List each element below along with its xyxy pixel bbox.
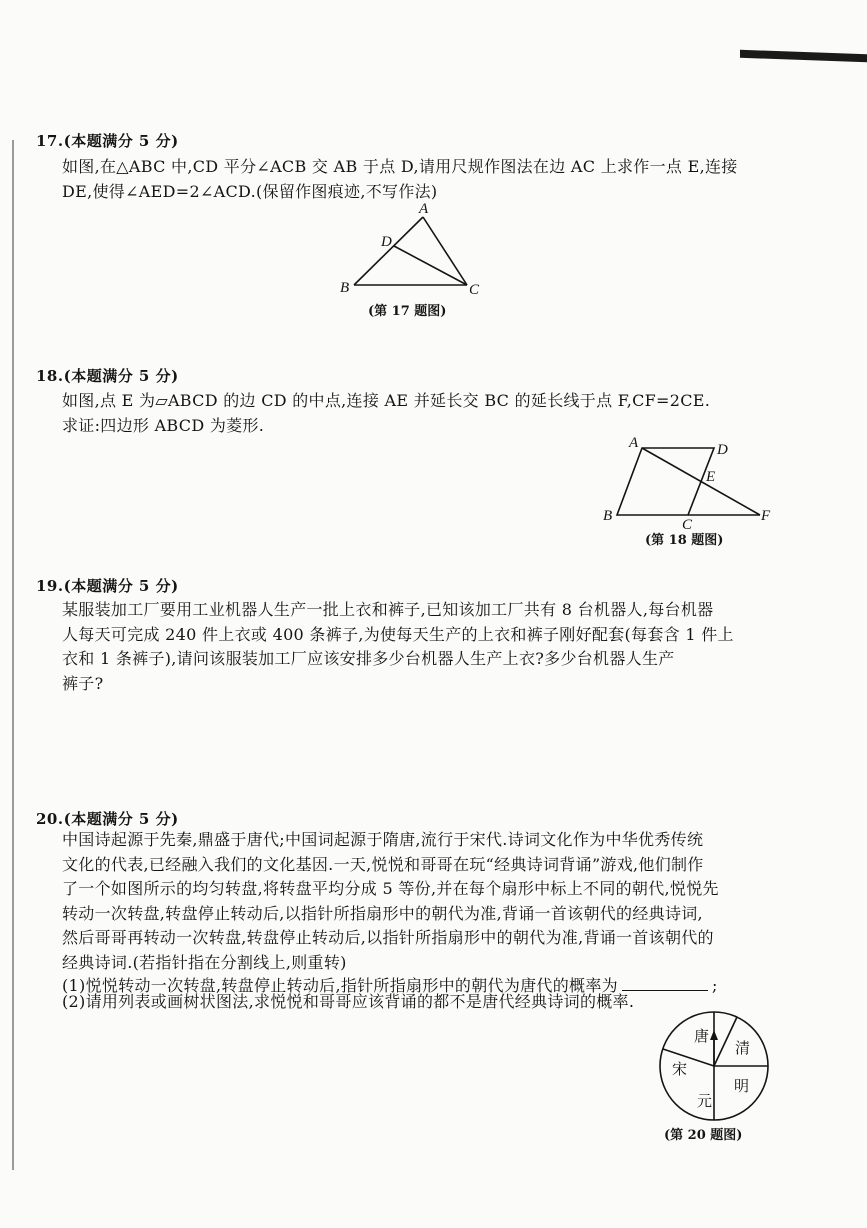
q18-body [62,389,710,438]
q20-sector-tang: 唐 [694,1027,710,1045]
q20-sector-song: 宋 [672,1060,688,1078]
q18-label-c: C [682,517,693,533]
q20-sector-qing: 清 [735,1039,751,1057]
q18-label-f: F [761,508,771,524]
q19-line1: 某服装加工厂要用工业机器人生产一批上衣和裤子,已知该加工厂共有 8 台机器人,每台机器 [62,600,714,619]
q19-body [62,598,734,696]
q20-sector-ming: 明 [734,1077,750,1095]
q17-caption: (第 17 题图) [368,304,447,319]
q20-line5: 然后哥哥再转动一次转盘,转盘停止转动后,以指针所指扇形中的朝代为准,背诵一首该朝代的 [62,928,714,947]
q20-part1-end: ; [711,976,718,995]
q19-line3: 衣和 1 条裤子),请问该服装加工厂应该安排多少台机器人生产上衣?多少台机器人生产 [62,649,675,668]
q17-segment-ab [354,217,423,285]
q18-label-d: D [717,442,728,458]
q19-score: (本题满分 5 分) [63,577,179,595]
q20-line4: 转动一次转盘,转盘停止转动后,以指针所指扇形中的朝代为准,背诵一首该朝代的经典诗词, [62,903,703,923]
q18-caption: (第 18 题图) [645,533,724,548]
q20-line1: 中国诗起源于先秦,鼎盛于唐代;中国词起源于隋唐,流行于宋代.诗词文化作为中华优秀传统 [62,830,704,849]
q20-caption: (第 20 题图) [664,1128,743,1143]
q17-header [36,130,179,151]
q20-line6: 经典诗词.(若指针指在分割线上,则重转) [62,952,347,972]
q20-line3: 了一个如图所示的均匀转盘,将转盘平均分成 5 等份,并在每个扇形中标上不同的朝代,悦悦先 [62,879,719,898]
q17-label-a: A [419,201,429,217]
q17-label-b: B [340,280,350,296]
q18-label-e: E [706,469,716,485]
q17-label-d: D [381,234,392,250]
q19-header [36,575,179,596]
q20-number: 20. [36,810,64,828]
q17-body [62,155,738,204]
q20-divider-2 [714,1017,737,1066]
q20-answer-blank [622,990,708,991]
scan-corner-mark [740,50,867,62]
q20-part2-row [62,990,634,1015]
q20-body [62,828,719,975]
q20-score: (本题满分 5 分) [63,810,179,828]
q17-number: 17. [36,132,64,150]
q20-part2: (2)请用列表或画树状图法,求悦悦和哥哥应该背诵的都不是唐代经典诗词的概率. [62,992,635,1011]
q19-number: 19. [36,577,64,595]
q18-label-a: A [629,435,639,451]
q18-line1: 如图,点 E 为▱ABCD 的边 CD 的中点,连接 AE 并延长交 BC 的延长线于点 F,CF=2CE. [62,391,711,410]
q17-line1: 如图,在△ABC 中,CD 平分∠ACB 交 AB 于点 D,请用尺规作图法在边 AC 上求作一点 E,连接 [62,157,738,176]
q17-label-c: C [469,282,480,298]
q20-part1: (1)悦悦转动一次转盘,转盘停止转动后,指针所指扇形中的朝代为唐代的概率为 [62,976,618,995]
q20-spinner-circle [660,1012,768,1120]
q19-line2: 人每天可完成 240 件上衣或 400 条裤子,为使每天生产的上衣和裤子刚好配套(每套含 1 件上 [62,624,734,644]
q18-parallelogram-abcd [617,448,714,515]
q18-line2: 求证:四边形 ABCD 为菱形. [62,415,265,435]
q20-pointer-arrowhead [710,1030,718,1040]
q17-score: (本题满分 5 分) [63,132,179,150]
q18-segment-af [642,448,760,515]
q19-line4: 裤子? [62,673,104,693]
q18-score: (本题满分 5 分) [63,367,179,385]
binding-margin-line [12,140,14,1170]
q20-sector-yuan: 元 [697,1092,713,1110]
q18-header [36,365,179,386]
q18-label-b: B [603,508,613,524]
q17-segment-cd [394,246,467,285]
q20-header [36,808,179,829]
q17-line2: DE,使得∠AED=2∠ACD.(保留作图痕迹,不写作法) [62,181,438,201]
q18-number: 18. [36,367,64,385]
q17-segment-ac [423,217,467,285]
q20-line2: 文化的代表,已经融入我们的文化基因.一天,悦悦和哥哥在玩“经典诗词背诵”游戏,他们制作 [62,854,704,874]
q20-divider-5 [663,1049,714,1066]
